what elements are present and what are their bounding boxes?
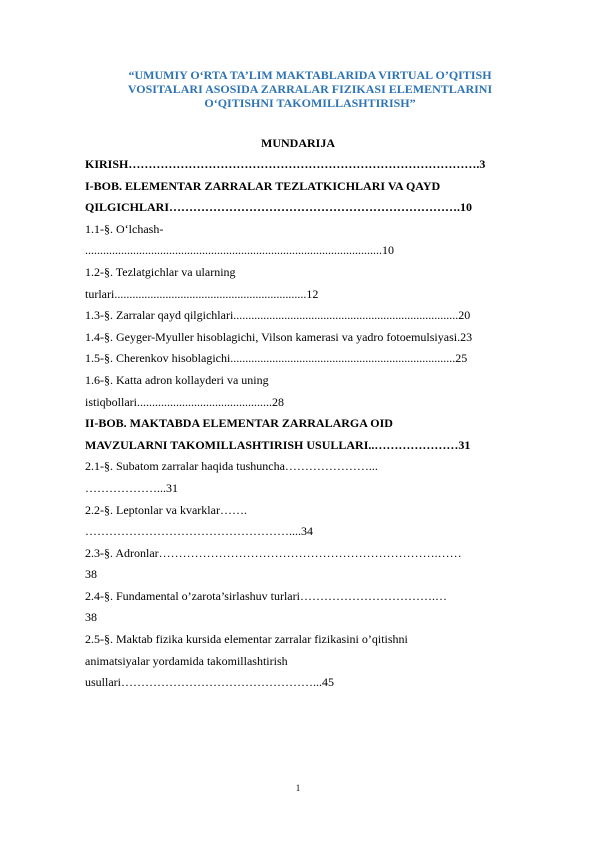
title-line-1: “UMUMIY O‘RTA TA’LIM MAKTABLARIDA VIRTUAL O’QITISH bbox=[128, 68, 492, 82]
toc-line: QILGICHLARI……………………………………………………………….10 bbox=[85, 200, 473, 215]
toc-line: animatsiyalar yordamida takomillashtirish bbox=[85, 653, 288, 668]
toc-line: 38 bbox=[85, 567, 97, 582]
toc-line: 2.4-§. Fundamental o’zarota’sirlashuv turlari…………………………….… bbox=[85, 588, 447, 603]
toc-line: 38 bbox=[85, 610, 97, 625]
title-line-2: VOSITALARI ASOSIDA ZARRALAR FIZIKASI ELEMENTLARINI bbox=[127, 82, 493, 96]
toc-line: II-BOB. MAKTABDA ELEMENTAR ZARRALARGA OID bbox=[85, 416, 393, 431]
toc-line: 2.2-§. Leptonlar va kvarklar……. bbox=[85, 502, 247, 517]
toc-line: istiqbollari.............................................28 bbox=[85, 394, 284, 409]
toc-line: 1.2-§. Tezlatgichlar va ularning bbox=[85, 264, 236, 279]
toc-line: 1.1-§. O‘lchash- bbox=[85, 221, 164, 236]
toc-line: ………………...31 bbox=[85, 480, 178, 495]
toc-line: KIRISH…………………………………………………………………………….3 bbox=[85, 157, 486, 171]
toc-line: MAVZULARNI TAKOMILLASHTIRISH USULLARI..…………………31 bbox=[85, 437, 471, 452]
toc-line: I-BOB. ELEMENTAR ZARRALAR TEZLATKICHLARI VA QAYD bbox=[85, 178, 441, 193]
toc-line: 2.1-§. Subatom zarralar haqida tushuncha…………………... bbox=[85, 459, 378, 474]
toc-line: 2.3-§. Adronlar…………………………………………………………….…… bbox=[85, 545, 462, 560]
contents-heading: MUNDARIJA bbox=[261, 136, 335, 150]
toc-line: ……………………………………………....34 bbox=[85, 524, 313, 539]
page-number: 1 bbox=[295, 783, 301, 793]
document-title bbox=[85, 68, 535, 110]
toc-line: 1.5-§. Cherenkov hisoblagichi...........................................................................25 bbox=[85, 351, 468, 366]
toc-line: 1.3-§. Zarralar qayd qilgichlari...........................................................................20 bbox=[85, 308, 471, 323]
table-of-contents bbox=[85, 154, 545, 694]
toc-line: 1.6-§. Katta adron kollayderi va uning bbox=[85, 372, 269, 387]
title-line-3: O‘QITISHNI TAKOMILLASHTIRISH” bbox=[204, 96, 416, 110]
toc-line: 2.5-§. Maktab fizika kursida elementar zarralar fizikasini o’qitishni bbox=[85, 632, 408, 647]
toc-line: turlari................................................................12 bbox=[85, 286, 319, 301]
toc-line: ...................................................................................................10 bbox=[85, 243, 394, 258]
toc-line: 1.4-§. Geyger-Myuller hisoblagichi, Vilson kamerasi va yadro fotoemulsiyasi.23 bbox=[85, 329, 473, 344]
toc-line: usullari…………………………………………...45 bbox=[85, 675, 334, 690]
